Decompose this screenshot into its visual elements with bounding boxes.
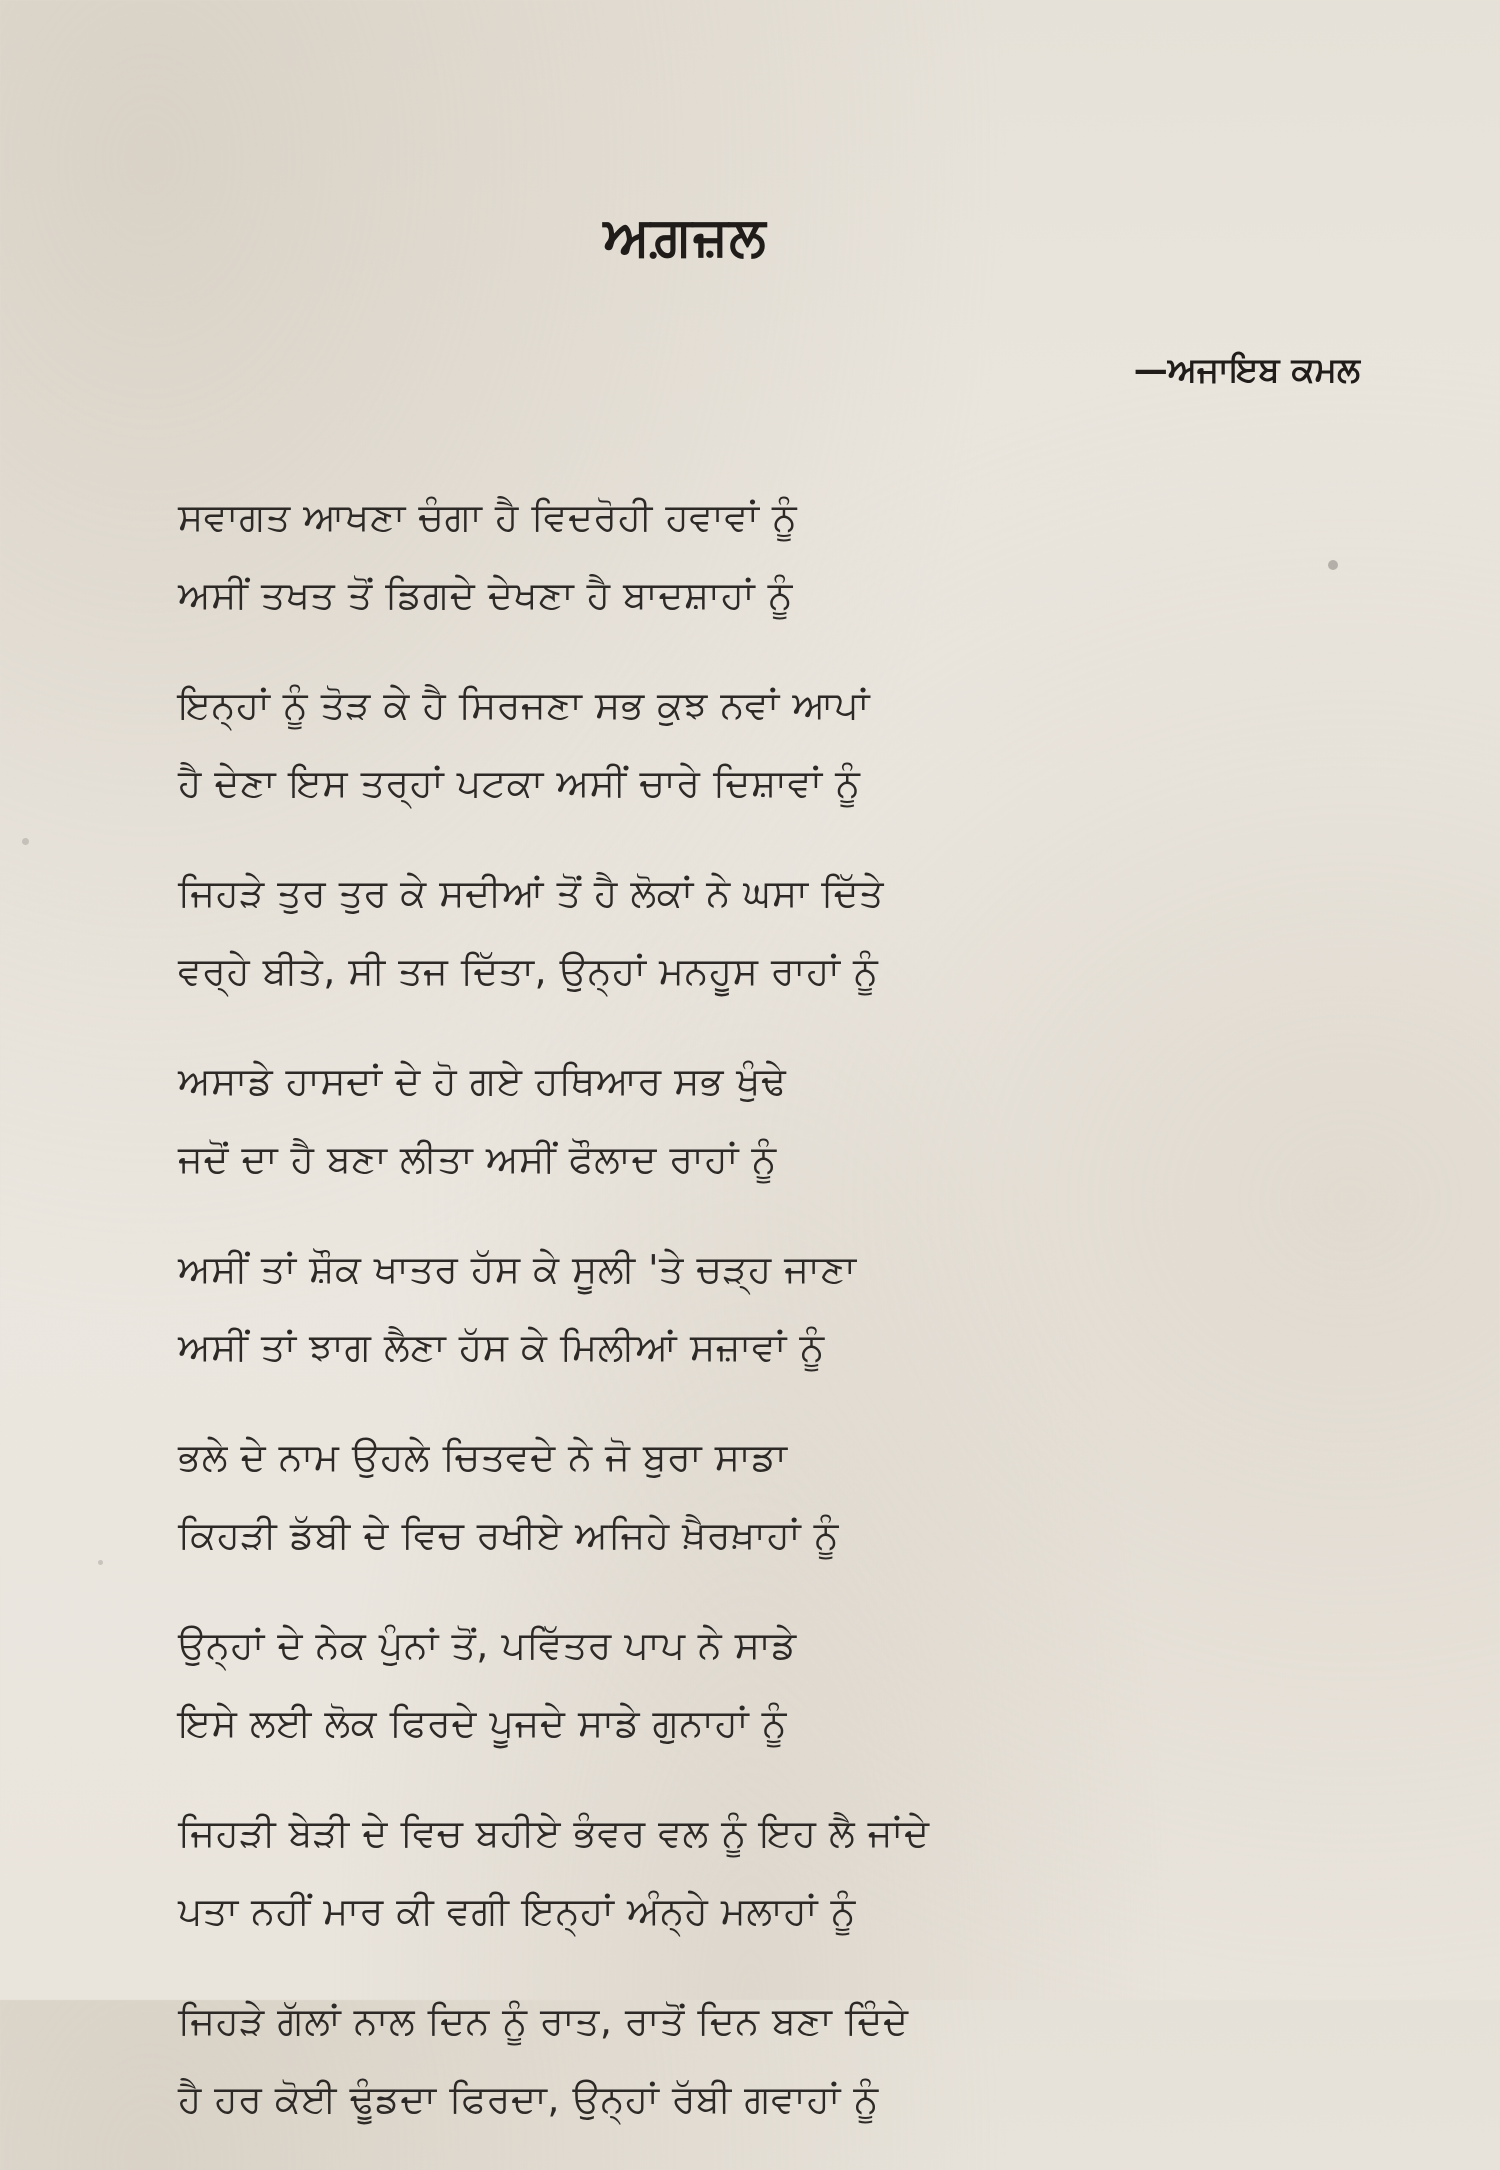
poem-line: ਕਿਹੜੀ ਡੱਬੀ ਦੇ ਵਿਚ ਰਖੀਏ ਅਜਿਹੇ ਖ਼ੈਰਖ਼ਾਹਾਂ ਨੂੰ (178, 1513, 839, 1557)
poem-line: ਜਿਹੜੇ ਗੱਲਾਂ ਨਾਲ ਦਿਨ ਨੂੰ ਰਾਤ, ਰਾਤੋਂ ਦਿਨ ਬਣਾ ਦਿੰਦੇ (178, 1999, 909, 2043)
poem-author: —ਅਜਾਇਬ ਕਮਲ (1133, 350, 1360, 390)
stanza (178, 1794, 1378, 1950)
stanza (178, 1606, 1378, 1762)
poem-line: ਭਲੇ ਦੇ ਨਾਮ ਉਹਲੇ ਚਿਤਵਦੇ ਨੇ ਜੋ ਬੁਰਾ ਸਾਡਾ (178, 1435, 788, 1479)
stanza (178, 1230, 1378, 1386)
poem-line: ਅਸੀਂ ਤਾਂ ਝਾਗ ਲੈਣਾ ਹੱਸ ਕੇ ਮਿਲੀਆਂ ਸਜ਼ਾਵਾਂ ਨੂੰ (178, 1325, 825, 1369)
poem-line: ਵਰ੍ਹੇ ਬੀਤੇ, ਸੀ ਤਜ ਦਿੱਤਾ, ਉਨ੍ਹਾਂ ਮਨਹੂਸ ਰਾਹਾਂ ਨੂੰ (178, 949, 879, 993)
poem-line: ਇਨ੍ਹਾਂ ਨੂੰ ਤੋੜ ਕੇ ਹੈ ਸਿਰਜਣਾ ਸਭ ਕੁਝ ਨਵਾਂ ਆਪਾਂ (178, 683, 870, 727)
stanza (178, 1982, 1378, 2138)
paper-fleck (22, 838, 29, 845)
poem-line: ਪਤਾ ਨਹੀਂ ਮਾਰ ਕੀ ਵਗੀ ਇਨ੍ਹਾਂ ਅੰਨ੍ਹੇ ਮਲਾਹਾਂ ਨੂੰ (178, 1889, 856, 1933)
poem-line: ਅਸਾਡੇ ਹਾਸਦਾਂ ਦੇ ਹੋ ਗਏ ਹਥਿਆਰ ਸਭ ਖੁੰਢੇ (178, 1059, 787, 1103)
stanza (178, 1042, 1378, 1198)
poem-line: ਜਿਹੜੀ ਬੇੜੀ ਦੇ ਵਿਚ ਬਹੀਏ ਭੰਵਰ ਵਲ ਨੂੰ ਇਹ ਲੈ ਜਾਂਦੇ (178, 1811, 930, 1855)
poem-title: ਅਗ਼ਜ਼ਲ (603, 205, 767, 268)
stanza (178, 1418, 1378, 1574)
poem-body (178, 478, 1378, 2170)
poem-line: ਅਸੀਂ ਤਖਤ ਤੋਂ ਡਿਗਦੇ ਦੇਖਣਾ ਹੈ ਬਾਦਸ਼ਾਹਾਂ ਨੂੰ (178, 573, 793, 617)
stanza (178, 666, 1378, 822)
poem-line: ਜਦੋਂ ਦਾ ਹੈ ਬਣਾ ਲੀਤਾ ਅਸੀਂ ਫੌਲਾਦ ਰਾਹਾਂ ਨੂੰ (178, 1137, 777, 1181)
poem-line: ਜਿਹੜੇ ਤੁਰ ਤੁਰ ਕੇ ਸਦੀਆਂ ਤੋਂ ਹੈ ਲੋਕਾਂ ਨੇ ਘਸਾ ਦਿੱਤੇ (178, 871, 884, 915)
stanza (178, 854, 1378, 1010)
poem-line: ਹੈ ਦੇਣਾ ਇਸ ਤਰ੍ਹਾਂ ਪਟਕਾ ਅਸੀਂ ਚਾਰੇ ਦਿਸ਼ਾਵਾਂ ਨੂੰ (178, 761, 861, 805)
poem-line: ਉਨ੍ਹਾਂ ਦੇ ਨੇਕ ਪੁੰਨਾਂ ਤੋਂ, ਪਵਿੱਤਰ ਪਾਪ ਨੇ ਸਾਡੇ (178, 1623, 797, 1667)
stanza (178, 478, 1378, 634)
poem-line: ਅਸੀਂ ਤਾਂ ਸ਼ੌਕ ਖਾਤਰ ਹੱਸ ਕੇ ਸੂਲੀ 'ਤੇ ਚੜ੍ਹ ਜਾਣਾ (178, 1247, 857, 1291)
poem-line: ਹੈ ਹਰ ਕੋਈ ਢੂੰਡਦਾ ਫਿਰਦਾ, ਉਨ੍ਹਾਂ ਰੱਬੀ ਗਵਾਹਾਂ ਨੂੰ (178, 2077, 879, 2121)
poem-line: ਸਵਾਗਤ ਆਖਣਾ ਚੰਗਾ ਹੈ ਵਿਦਰੋਹੀ ਹਵਾਵਾਂ ਨੂੰ (178, 495, 798, 539)
poem-line: ਇਸੇ ਲਈ ਲੋਕ ਫਿਰਦੇ ਪੂਜਦੇ ਸਾਡੇ ਗੁਨਾਹਾਂ ਨੂੰ (178, 1701, 787, 1745)
paper-fleck (98, 1560, 103, 1565)
